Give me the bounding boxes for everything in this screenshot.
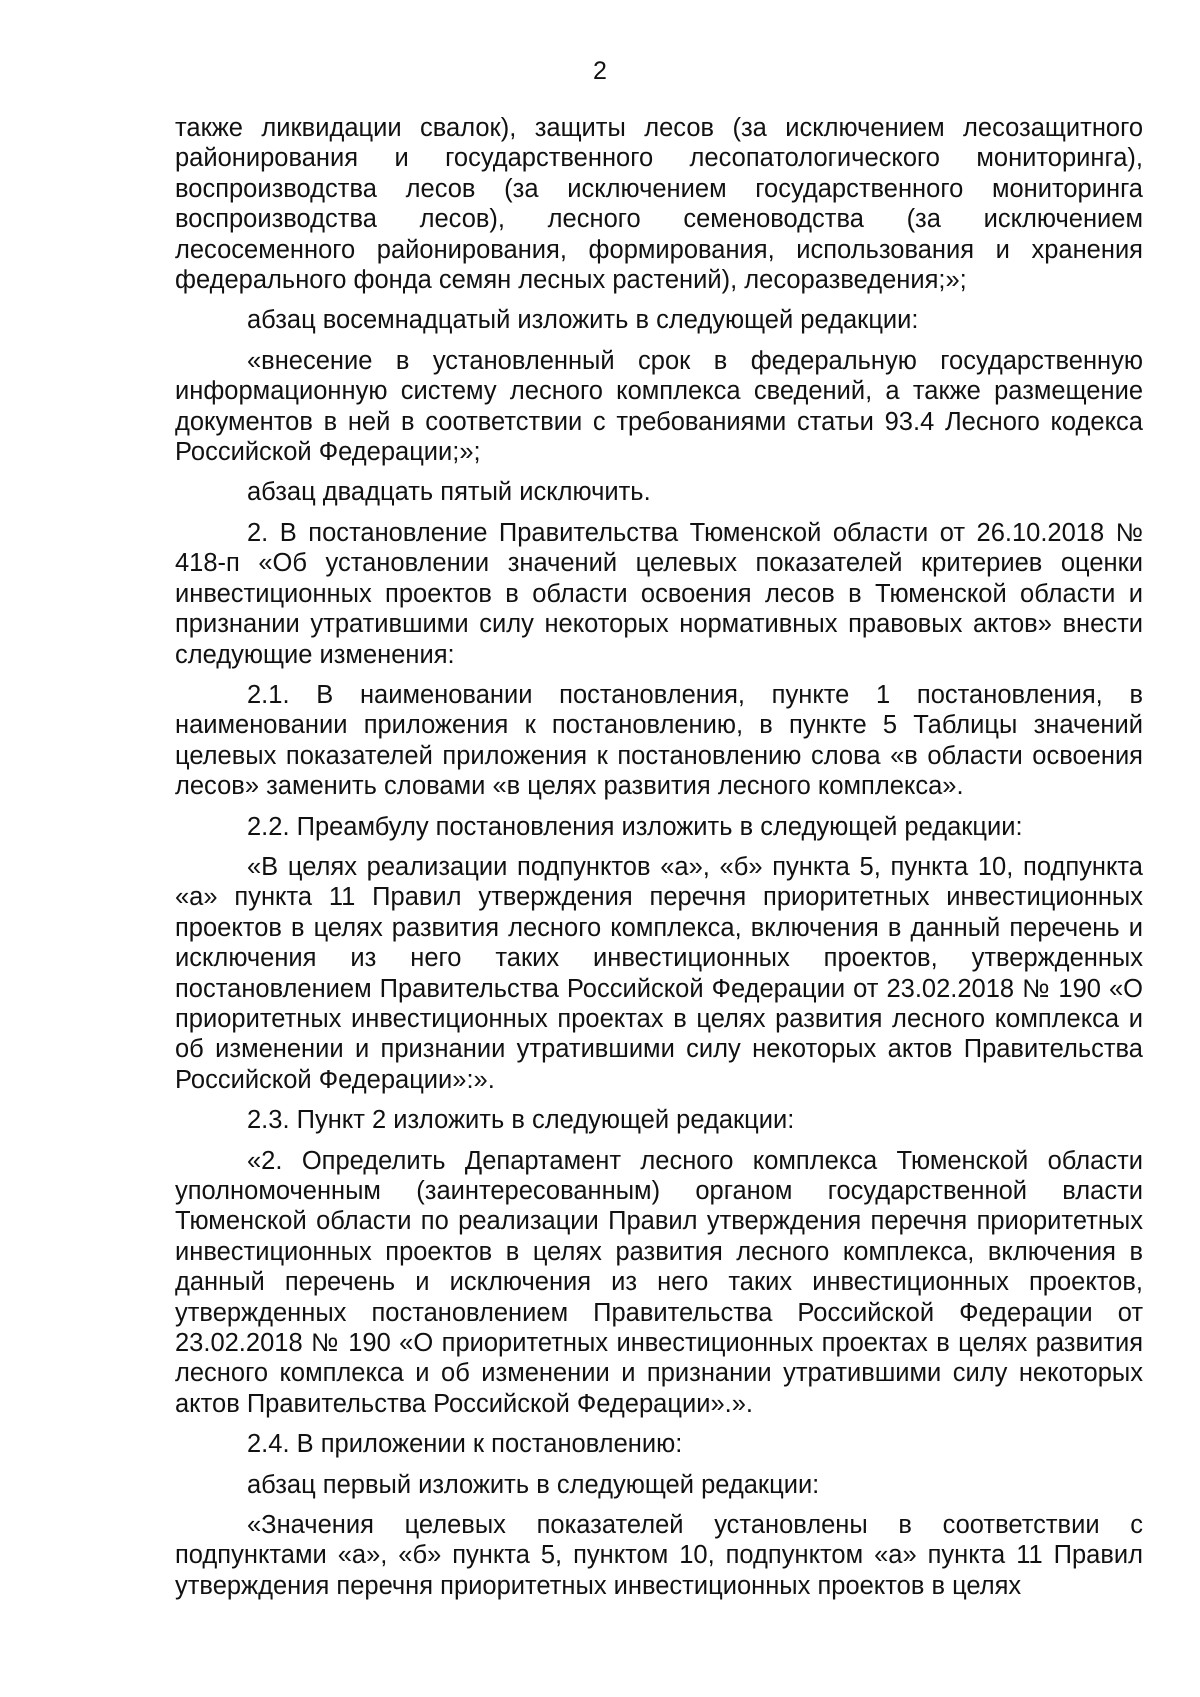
paragraph-item-2-3: 2.3. Пункт 2 изложить в следующей редакции: <box>247 1106 795 1135</box>
paragraph: «внесение в установленный срок в федеральную государственную информационную систему лесного комплекса сведений, а также размещение документов в ней в соответствии с требованиями статьи 93.4 Лесного кодекса Российской Федерации;»; <box>175 346 1143 467</box>
paragraph: абзац двадцать пятый исключить. <box>247 478 651 507</box>
paragraph-item-2: 2. В постановление Правительства Тюменской области от 26.10.2018 № 418-п «Об установлении значений целевых показателей критериев оценки инвестиционных проектов в области освоения лесов в Тюменской области и признании утратившими силу некоторых нормативных правовых актов» внести следующие изменения: <box>175 518 1143 669</box>
paragraph-quote: «В целях реализации подпунктов «а», «б» пункта 5, пункта 10, подпункта «а» пункта 11 Правил утверждения перечня приоритетных инвестиционных проектов в целях развития лесного комплекса, включения в данный перечень и исключения из него таких инвестиционных проектов, утвержденных постановлением Правительства Российской Федерации от 23.02.2018 № 190 «О приоритетных инвестиционных проектах в целях развития лесного комплекса и об изменении и признании утратившими силу некоторых актов Правительства Российской Федерации»:». <box>175 852 1143 1094</box>
document-body <box>175 113 1143 1601</box>
paragraph: абзац восемнадцатый изложить в следующей редакции: <box>247 306 919 335</box>
paragraph-quote: «Значения целевых показателей установлены в соответствии с подпунктами «а», «б» пункта 5, пунктом 10, подпунктом «а» пункта 11 Правил утверждения перечня приоритетных инвестиционных проектов в целях <box>175 1511 1143 1600</box>
paragraph-continuation: также ликвидации свалок), защиты лесов (за исключением лесозащитного районирования и государственного лесопатологического мониторинга), воспроизводства лесов (за исключением государственного мониторинга воспроизводства лесов), лесного семеноводства (за исключением лесосеменного районирования, формирования, использования и хранения федерального фонда семян лесных растений), лесоразведения;»; <box>175 114 1143 295</box>
paragraph-item-2-1: 2.1. В наименовании постановления, пункте 1 постановления, в наименовании приложения к постановлению, в пункте 5 Таблицы значений целевых показателей приложения к постановлению слова «в области освоения лесов» заменить словами «в целях развития лесного комплекса». <box>175 680 1143 801</box>
paragraph-quote: «2. Определить Департамент лесного комплекса Тюменской области уполномоченным (заинтересованным) органом государственной власти Тюменской области по реализации Правил утверждения перечня приоритетных инвестиционных проектов в целях развития лесного комплекса, включения в данный перечень и исключения из него таких инвестиционных проектов, утвержденных постановлением Правительства Российской Федерации от 23.02.2018 № 190 «О приоритетных инвестиционных проектах в целях развития лесного комплекса и об изменении и признании утратившими силу некоторых актов Правительства Российской Федерации».». <box>175 1146 1143 1418</box>
paragraph-item-2-2: 2.2. Преамбулу постановления изложить в следующей редакции: <box>247 812 1023 841</box>
paragraph-item-2-4: 2.4. В приложении к постановлению: <box>247 1430 683 1459</box>
paragraph: абзац первый изложить в следующей редакции: <box>247 1470 820 1499</box>
page-number: 2 <box>593 57 607 85</box>
